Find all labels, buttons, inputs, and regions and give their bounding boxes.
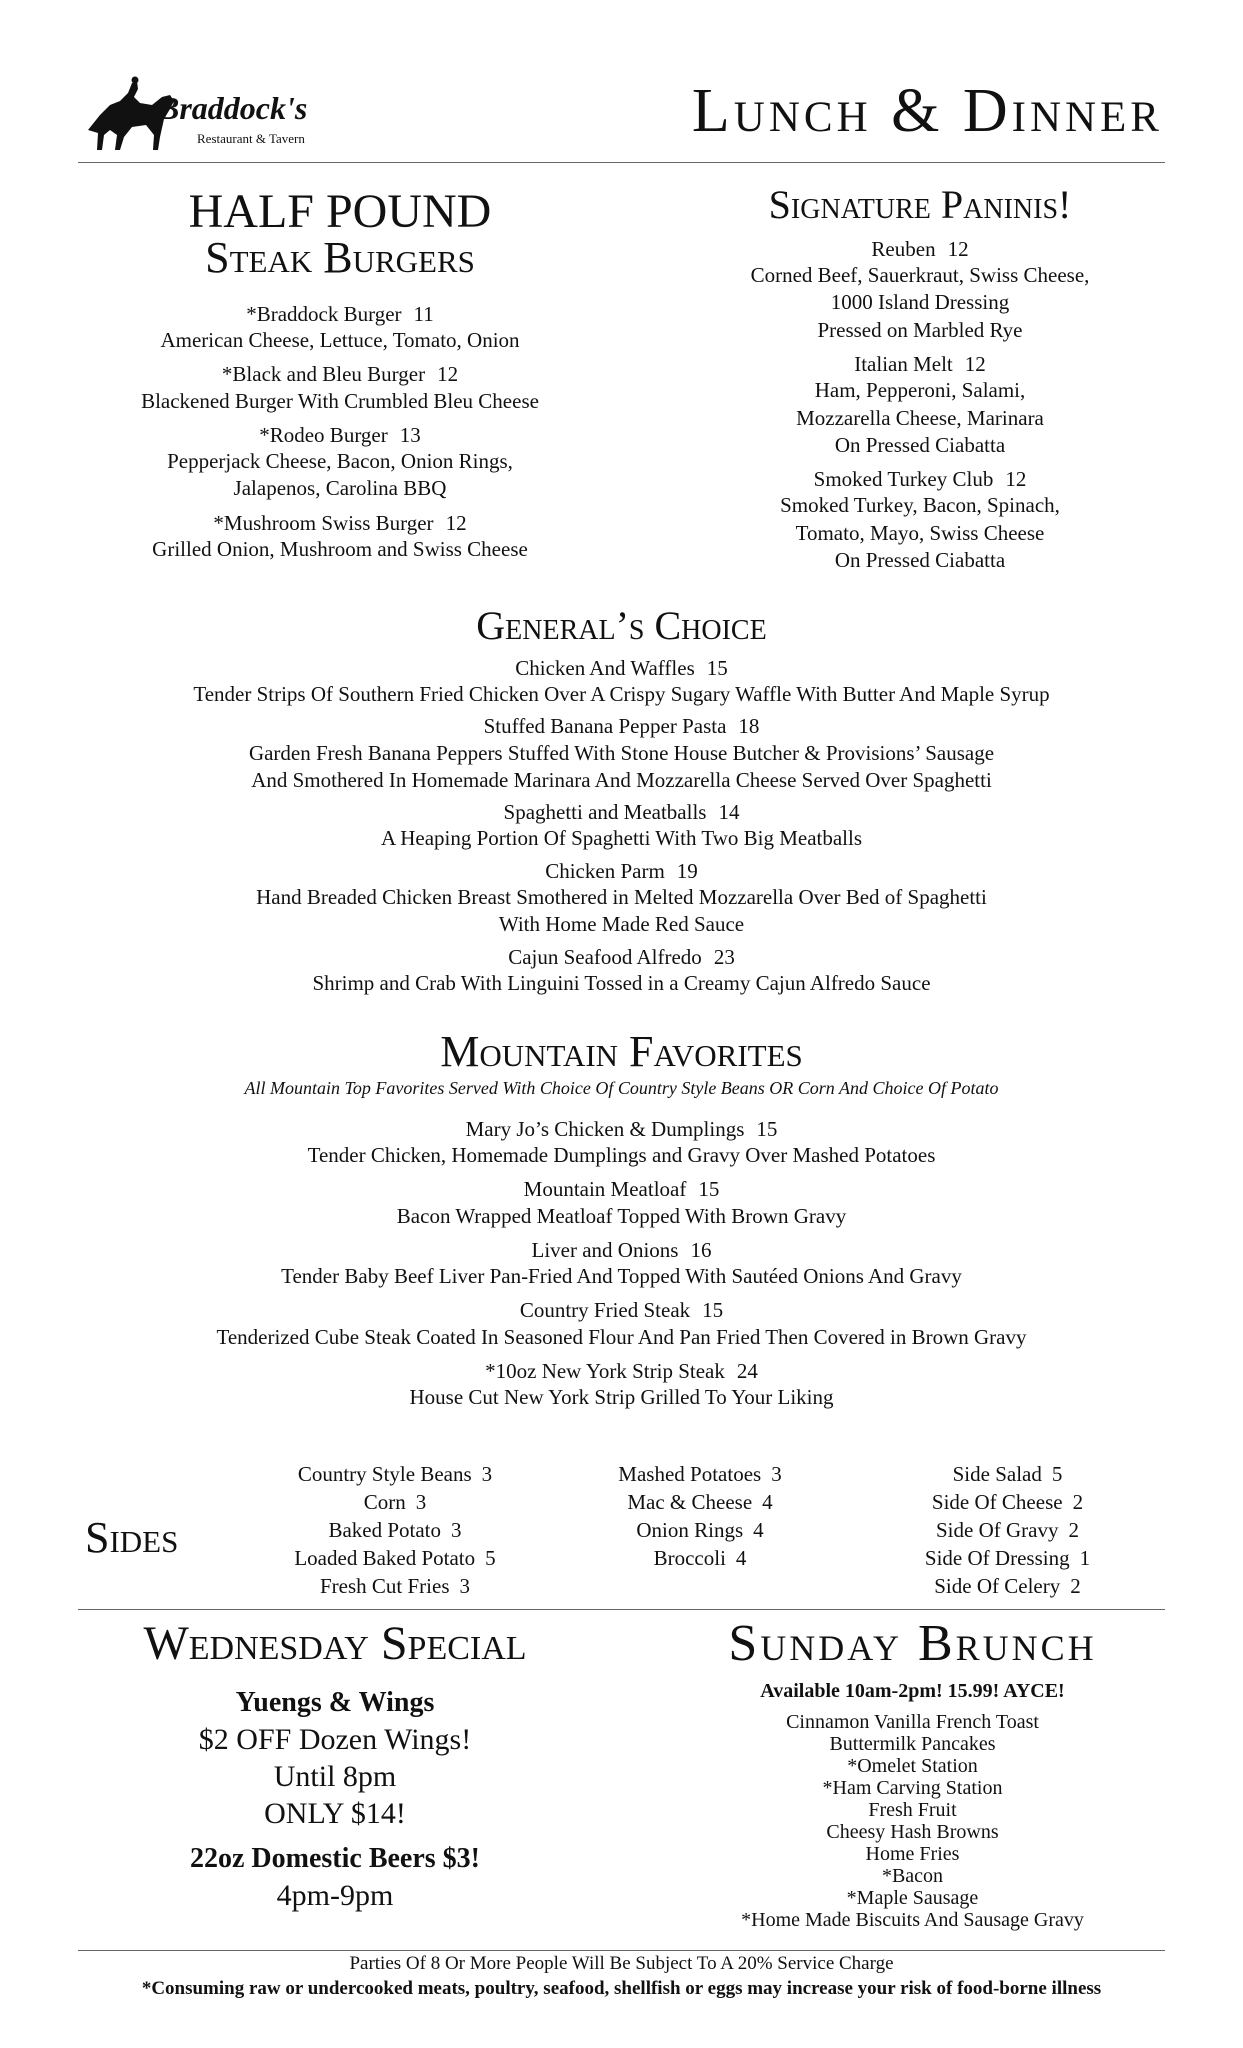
side-item-name: Baked Potato bbox=[328, 1518, 442, 1542]
side-item bbox=[870, 1460, 1145, 1488]
side-item-price: 4 bbox=[753, 1518, 764, 1542]
menu-item-name-line bbox=[60, 945, 1183, 970]
menu-item-name-line bbox=[80, 423, 600, 448]
side-item bbox=[260, 1488, 530, 1516]
menu-item-price: 12 bbox=[437, 362, 459, 387]
sunday-brunch-section bbox=[640, 1615, 1185, 1931]
side-item bbox=[565, 1544, 835, 1572]
menu-item-price: 12 bbox=[947, 237, 969, 261]
menu-item-name: *Black and Bleu Burger bbox=[221, 362, 426, 387]
side-item-name: Broccoli bbox=[653, 1546, 726, 1570]
side-item-price: 3 bbox=[481, 1462, 493, 1486]
footer-divider bbox=[78, 1950, 1165, 1951]
menu-item-name: *Mushroom Swiss Burger bbox=[213, 510, 434, 535]
menu-item-name-line bbox=[660, 467, 1180, 492]
menu-item-name: Chicken Parm bbox=[545, 858, 665, 883]
side-item bbox=[260, 1460, 530, 1488]
menu-item-name-line bbox=[60, 1177, 1183, 1202]
menu-item-name-line bbox=[60, 714, 1183, 739]
menu-item-description: Bacon Wrapped Meatloaf Topped With Brown Gravy bbox=[396, 1203, 847, 1228]
sides-divider bbox=[78, 1609, 1165, 1610]
side-item-name: Side Of Cheese bbox=[931, 1490, 1063, 1514]
menu-item-name: Liver and Onions bbox=[531, 1237, 679, 1262]
menu-item-description: Tender Strips Of Southern Fried Chicken Over A Crispy Sugary Waffle With Butter And Maple Syrup bbox=[193, 682, 1050, 707]
menu-item-description: House Cut New York Strip Grilled To Your Liking bbox=[409, 1385, 834, 1410]
menu-item-name-line bbox=[60, 859, 1183, 884]
menu-item bbox=[60, 1117, 1183, 1169]
wednesday-special-title: Wednesday Special bbox=[143, 1617, 527, 1670]
sides-column-2 bbox=[565, 1460, 835, 1572]
menu-item-description: Shrimp and Crab With Linguini Tossed in a Creamy Cajun Alfredo Sauce bbox=[312, 970, 931, 995]
side-item-name: Fresh Cut Fries bbox=[319, 1574, 450, 1598]
wednesday-line-5: 22oz Domestic Beers $3! bbox=[189, 1843, 480, 1874]
menu-item-name-line bbox=[60, 656, 1183, 681]
brunch-item: *Home Made Biscuits And Sausage Gravy bbox=[741, 1909, 1084, 1931]
menu-item-name-line bbox=[60, 1359, 1183, 1384]
menu-item-price: 15 bbox=[706, 656, 728, 680]
paninis-list bbox=[660, 237, 1180, 574]
menu-item-description: Hand Breaded Chicken Breast Smothered in Melted Mozzarella Over Bed of Spaghetti With Home Made Red Sauce bbox=[256, 884, 987, 937]
generals-choice-section bbox=[60, 603, 1183, 1003]
menu-item bbox=[60, 1177, 1183, 1229]
brunch-item: Fresh Fruit bbox=[868, 1799, 957, 1821]
menu-item bbox=[80, 423, 600, 503]
side-item-price: 3 bbox=[771, 1462, 782, 1486]
brunch-item: *Maple Sausage bbox=[846, 1887, 979, 1909]
side-item bbox=[565, 1488, 835, 1516]
burgers-title-line2: Steak Burgers bbox=[205, 233, 475, 282]
menu-item-name: *Rodeo Burger bbox=[259, 422, 388, 447]
menu-item bbox=[80, 511, 600, 563]
side-item-name: Side Of Celery bbox=[934, 1574, 1061, 1598]
side-item-price: 5 bbox=[1051, 1462, 1063, 1486]
sunday-brunch-availability: Available 10am-2pm! 15.99! AYCE! bbox=[760, 1680, 1065, 1702]
burgers-section bbox=[80, 185, 600, 571]
side-item-name: Loaded Baked Potato bbox=[294, 1546, 476, 1570]
menu-item-name: Mountain Meatloaf bbox=[523, 1177, 687, 1202]
menu-item bbox=[60, 1298, 1183, 1350]
mountain-favorites-title: Mountain Favorites bbox=[440, 1027, 803, 1076]
side-item-name: Mac & Cheese bbox=[627, 1490, 753, 1514]
menu-item-description: Blackened Burger With Crumbled Bleu Cheese bbox=[141, 388, 539, 413]
footer bbox=[60, 1952, 1183, 2002]
side-item-name: Side Of Gravy bbox=[936, 1518, 1059, 1542]
sides-column-1 bbox=[260, 1460, 530, 1600]
brunch-item: *Omelet Station bbox=[847, 1755, 978, 1777]
side-item bbox=[870, 1572, 1145, 1600]
sunday-brunch-list bbox=[640, 1711, 1185, 1931]
side-item-price: 3 bbox=[451, 1518, 462, 1542]
menu-item-name: Italian Melt bbox=[854, 352, 953, 377]
menu-item-name-line bbox=[80, 302, 600, 327]
menu-item-name: Chicken And Waffles bbox=[515, 656, 695, 680]
side-item-price: 2 bbox=[1072, 1490, 1084, 1514]
menu-item-name: Stuffed Banana Pepper Pasta bbox=[483, 714, 727, 739]
side-item-price: 2 bbox=[1070, 1574, 1081, 1598]
burgers-list bbox=[80, 302, 600, 563]
menu-item bbox=[60, 859, 1183, 939]
menu-item-description: Pepperjack Cheese, Bacon, Onion Rings, Jalapenos, Carolina BBQ bbox=[167, 449, 513, 501]
paninis-section bbox=[660, 182, 1180, 582]
brunch-item: Home Fries bbox=[865, 1843, 960, 1865]
side-item-name: Side Salad bbox=[952, 1462, 1042, 1486]
menu-item-description: Tenderized Cube Steak Coated In Seasoned Flour And Pan Fried Then Covered in Brown Gravy bbox=[216, 1324, 1027, 1349]
wednesday-line-3: Until 8pm bbox=[273, 1760, 397, 1793]
footer-service-charge: Parties Of 8 Or More People Will Be Subject To A 20% Service Charge bbox=[349, 1953, 894, 1974]
menu-item-name: Spaghetti and Meatballs bbox=[503, 800, 707, 825]
side-item bbox=[565, 1516, 835, 1544]
menu-item-description: Tender Baby Beef Liver Pan-Fried And Topped With Sautéed Onions And Gravy bbox=[281, 1264, 962, 1289]
menu-item-price: 14 bbox=[718, 800, 740, 825]
wednesday-line-6: 4pm-9pm bbox=[276, 1879, 394, 1912]
side-item-name: Corn bbox=[363, 1490, 406, 1514]
menu-item bbox=[60, 714, 1183, 794]
side-item-name: Mashed Potatoes bbox=[618, 1462, 762, 1486]
menu-item bbox=[60, 800, 1183, 852]
side-item-name: Onion Rings bbox=[636, 1518, 744, 1542]
side-item bbox=[565, 1460, 835, 1488]
side-item-price: 4 bbox=[762, 1490, 773, 1514]
side-item-price: 3 bbox=[459, 1574, 470, 1598]
menu-item-description: Ham, Pepperoni, Salami, Mozzarella Cheese, Marinara On Pressed Ciabatta bbox=[796, 378, 1044, 457]
logo-subtitle: Restaurant & Tavern bbox=[197, 131, 305, 146]
menu-item bbox=[60, 1359, 1183, 1411]
menu-item bbox=[60, 1238, 1183, 1290]
menu-item-name-line bbox=[660, 352, 1180, 377]
side-item-price: 5 bbox=[485, 1546, 496, 1570]
menu-item-name: Cajun Seafood Alfredo bbox=[508, 944, 702, 969]
menu-item-description: American Cheese, Lettuce, Tomato, Onion bbox=[160, 328, 520, 353]
side-item bbox=[260, 1516, 530, 1544]
menu-item-price: 12 bbox=[445, 510, 467, 535]
header-divider bbox=[78, 162, 1165, 163]
menu-item-price: 16 bbox=[690, 1237, 712, 1262]
side-item-price: 4 bbox=[735, 1546, 747, 1570]
side-item bbox=[870, 1516, 1145, 1544]
sides-column-3 bbox=[870, 1460, 1145, 1600]
wednesday-special-section bbox=[85, 1617, 585, 1914]
menu-item-name-line bbox=[660, 237, 1180, 262]
menu-item-description: Corned Beef, Sauerkraut, Swiss Cheese, 1000 Island Dressing Pressed on Marbled Rye bbox=[750, 263, 1090, 342]
side-item bbox=[260, 1572, 530, 1600]
menu-item-price: 12 bbox=[1005, 467, 1027, 492]
generals-choice-title: General’s Choice bbox=[476, 603, 767, 648]
menu-item-price: 15 bbox=[756, 1117, 778, 1141]
menu-item-name: Mary Jo’s Chicken & Dumplings bbox=[465, 1117, 745, 1141]
menu-item-price: 19 bbox=[676, 858, 698, 883]
menu-item-price: 23 bbox=[713, 944, 735, 969]
wednesday-line-4: ONLY $14! bbox=[264, 1797, 406, 1830]
menu-item-description: Grilled Onion, Mushroom and Swiss Cheese bbox=[152, 536, 528, 561]
wednesday-line-2: $2 OFF Dozen Wings! bbox=[198, 1723, 472, 1756]
menu-item bbox=[60, 945, 1183, 997]
menu-item-name: *10oz New York Strip Steak bbox=[485, 1358, 725, 1383]
logo-wordmark: Braddock's bbox=[158, 90, 308, 126]
menu-item-price: 15 bbox=[702, 1298, 724, 1323]
menu-item-name-line bbox=[80, 511, 600, 536]
menu-item bbox=[80, 302, 600, 354]
sides-title: Sides bbox=[85, 1513, 179, 1562]
menu-item-price: 24 bbox=[736, 1358, 758, 1383]
generals-choice-list bbox=[60, 656, 1183, 997]
menu-item-price: 13 bbox=[399, 422, 421, 447]
side-item bbox=[870, 1544, 1145, 1572]
menu-item-description: A Heaping Portion Of Spaghetti With Two Big Meatballs bbox=[380, 826, 863, 851]
brunch-item: Cinnamon Vanilla French Toast bbox=[786, 1711, 1039, 1733]
brunch-item: Cheesy Hash Browns bbox=[826, 1821, 999, 1843]
menu-item-name: *Braddock Burger bbox=[246, 302, 402, 326]
mountain-favorites-section bbox=[60, 1027, 1183, 1419]
footer-consumption-warning: *Consuming raw or undercooked meats, poultry, seafood, shellfish or eggs may increase your risk of food-borne illness bbox=[141, 1978, 1102, 1999]
menu-item-price: 12 bbox=[964, 352, 986, 377]
side-item-price: 3 bbox=[415, 1490, 427, 1514]
side-item-name: Country Style Beans bbox=[297, 1462, 472, 1486]
menu-item bbox=[660, 467, 1180, 574]
paninis-title: Signature Paninis! bbox=[768, 182, 1072, 227]
menu-item-price: 18 bbox=[738, 714, 760, 739]
mountain-favorites-list bbox=[60, 1117, 1183, 1411]
wednesday-line-1: Yuengs & Wings bbox=[235, 1687, 435, 1718]
menu-item-name: Smoked Turkey Club bbox=[813, 467, 994, 492]
brunch-item: *Bacon bbox=[881, 1865, 944, 1887]
side-item-price: 2 bbox=[1068, 1518, 1079, 1542]
menu-item-name-line bbox=[60, 800, 1183, 825]
menu-item-name-line bbox=[60, 1117, 1183, 1142]
menu-item-price: 15 bbox=[698, 1177, 720, 1202]
menu-item bbox=[660, 352, 1180, 459]
side-item-name: Side Of Dressing bbox=[924, 1546, 1070, 1570]
side-item-price: 1 bbox=[1079, 1546, 1091, 1570]
burgers-title-line1: HALF POUND bbox=[188, 185, 492, 238]
menu-item-description: Garden Fresh Banana Peppers Stuffed With Stone House Butcher & Provisions’ Sausage And Smothered In Homemade Marinara And Mozzarella Cheese Served Over Spaghetti bbox=[248, 740, 995, 792]
mountain-favorites-subtitle: All Mountain Top Favorites Served With Choice Of Country Style Beans OR Corn And Choice Of Potato bbox=[244, 1078, 999, 1098]
menu-item-name-line bbox=[60, 1298, 1183, 1323]
menu-item-name-line bbox=[80, 362, 600, 387]
menu-item bbox=[60, 656, 1183, 708]
menu-item-price: 11 bbox=[413, 302, 434, 326]
menu-item-name: Country Fried Steak bbox=[519, 1298, 691, 1323]
menu-item-description: Tender Chicken, Homemade Dumplings and Gravy Over Mashed Potatoes bbox=[307, 1143, 936, 1168]
menu-item-description: Smoked Turkey, Bacon, Spinach, Tomato, Mayo, Swiss Cheese On Pressed Ciabatta bbox=[780, 493, 1060, 572]
page-title: Lunch & Dinner bbox=[691, 77, 1163, 145]
sunday-brunch-title: Sunday Brunch bbox=[728, 1615, 1097, 1672]
side-item bbox=[870, 1488, 1145, 1516]
menu-item-name: Reuben bbox=[871, 237, 936, 261]
brunch-item: Buttermilk Pancakes bbox=[829, 1733, 996, 1755]
menu-item-name-line bbox=[60, 1238, 1183, 1263]
menu-item bbox=[80, 362, 600, 414]
menu-item bbox=[660, 237, 1180, 344]
side-item bbox=[260, 1544, 530, 1572]
brunch-item: *Ham Carving Station bbox=[822, 1777, 1003, 1799]
